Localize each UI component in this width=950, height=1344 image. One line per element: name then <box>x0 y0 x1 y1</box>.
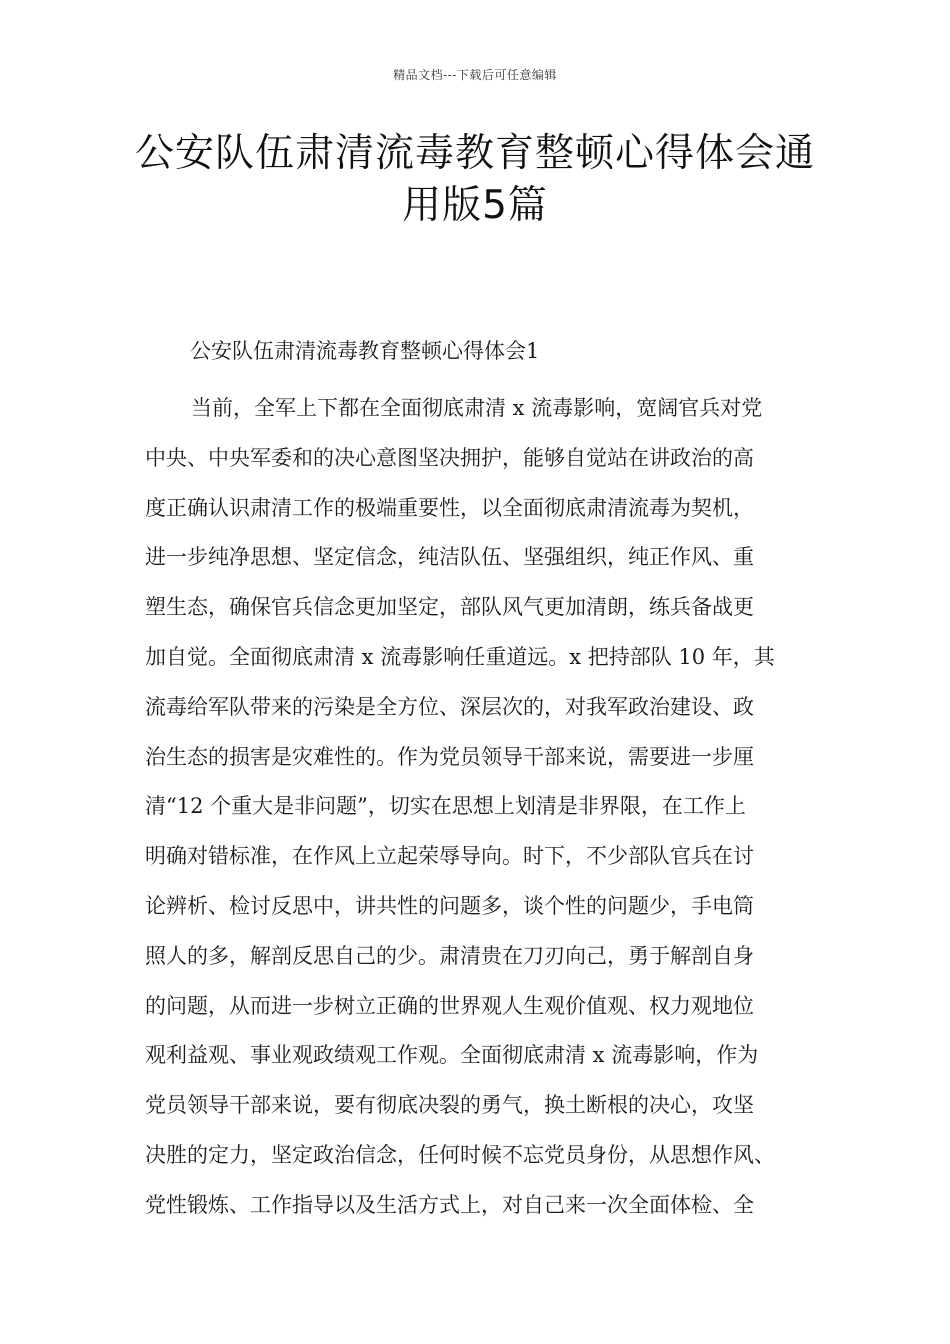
body-line: 决胜的定力，坚定政治信念，任何时候不忘党员身份，从思想作风、 <box>145 1142 775 1167</box>
body-line: 明确对错标准，在作风上立起荣辱导向。时下，不少部队官兵在讨 <box>145 844 754 869</box>
body-paragraph <box>145 384 815 1231</box>
document-title <box>120 128 830 232</box>
body-line: 党员领导干部来说，要有彻底决裂的勇气，换土断根的决心，攻坚 <box>145 1093 754 1118</box>
body-line: 观利益观、事业观政绩观工作观。全面彻底肃清 x 流毒影响，作为 <box>145 1043 759 1068</box>
body-line: 流毒给军队带来的污染是全方位、深层次的，对我军政治建设、政 <box>145 694 754 719</box>
body-line: 中央、中央军委和的决心意图坚决拥护，能够自觉站在讲政治的高 <box>145 445 754 470</box>
body-line: 进一步纯净思想、坚定信念，纯洁队伍、坚强组织，纯正作风、重 <box>145 545 754 570</box>
title-line-1: 公安队伍肃清流毒教育整顿心得体会通 <box>134 131 815 176</box>
body-line: 加自觉。全面彻底肃清 x 流毒影响任重道远。x 把持部队 10 年，其 <box>145 644 775 669</box>
body-line: 的问题，从而进一步树立正确的世界观人生观价值观、权力观地位 <box>145 993 754 1018</box>
body-line: 党性锻炼、工作指导以及生活方式上，对自己来一次全面体检、全 <box>145 1192 754 1217</box>
body-line: 治生态的损害是灾难性的。作为党员领导干部来说，需要进一步厘 <box>145 744 754 769</box>
body-line: 度正确认识肃清工作的极端重要性，以全面彻底肃清流毒为契机， <box>145 495 754 520</box>
body-line: 照人的多，解剖反思自己的少。肃清贵在刀刃向己，勇于解剖自身 <box>145 943 754 968</box>
title-line-2: 用版5篇 <box>402 183 548 228</box>
section-heading: 公安队伍肃清流毒教育整顿心得体会1 <box>190 339 540 363</box>
header-note: 精品文档---下载后可任意编辑 <box>393 68 557 82</box>
body-line: 论辨析、检讨反思中，讲共性的问题多，谈个性的问题少，手电筒 <box>145 893 754 918</box>
body-line: 当前，全军上下都在全面彻底肃清 x 流毒影响，宽阔官兵对党 <box>191 396 763 420</box>
body-line: 清“12 个重大是非问题”，切实在思想上划清是非界限，在工作上 <box>145 794 746 819</box>
body-line: 塑生态，确保官兵信念更加坚定，部队风气更加清朗，练兵备战更 <box>145 595 754 620</box>
